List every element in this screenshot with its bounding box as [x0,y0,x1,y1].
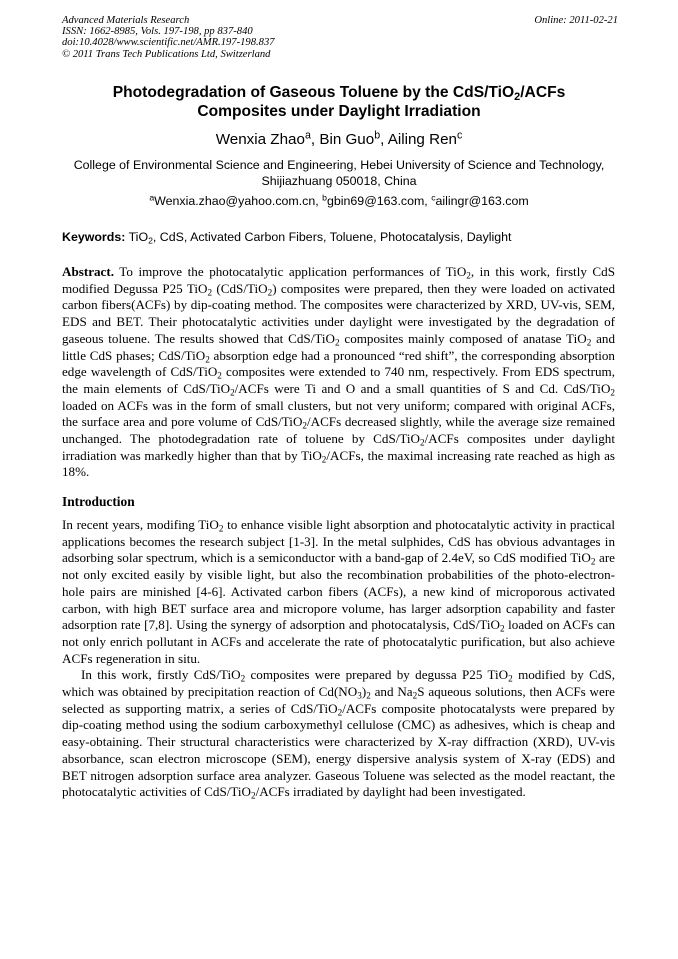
abstract-text: ) composites were prepared, then they were loaded on activated carbon fibers(ACFs) by dip-coating method. The composites were characterized by XRD, UV-vis, SEM, EDS and BET. Their photocatalytic activities under daylight were investigated by the degradation of gaseous toluene. The results showed that CdS/TiO [62,280,615,346]
subscript: 2 [466,270,471,281]
subscript: 2 [251,790,256,801]
abstract-text: /ACFs composites under daylight irradiation was markedly higher than that by TiO [62,431,615,463]
intro-text: S aqueous solutions, then ACFs were selected as supporting matrix, a series of CdS/TiO [62,684,615,716]
intro-text: /ACFs composite photocatalysts were prepared by dip-coating method using the sodium carboxymethyl cellulose (CMC) as adhesives, which is cheap and easy-obtaining. Their structural characteristics were characterized by X-ray diffraction (XRD), UV-vis absorbance, scan electron microscope (SEM), energy dispersive analysis system of X-ray (EDS) and BET nitrogen adsorption surface area analyzer. Gaseous Toluene was selected as the model reactant, the photocatalytic activities of CdS/TiO [62,700,615,800]
author-mark: b [374,129,381,142]
section-heading-introduction: Introduction [62,494,135,509]
paper-title [62,83,616,121]
intro-text: modified by CdS, which was obtained by precipitation reaction of Cd(NO [62,667,615,700]
intro-text: ) [361,684,367,700]
author-mark: a [304,129,311,142]
keyword-text: TiO [125,230,149,244]
author-separator: , [310,131,320,148]
abstract-text: To improve the photocatalytic application performances of TiO [114,264,467,279]
keyword-text: , CdS, Activated Carbon Fibers, Toluene, Photocatalysis, Daylight [152,230,512,244]
subscript: 2 [218,523,224,534]
doi-line: doi:10.4028/www.scientific.net/AMR.197-198.837 [62,37,275,49]
intro-text: In this work, firstly CdS/TiO [81,667,241,683]
copyright-line: © 2011 Trans Tech Publications Ltd, Switzerland [62,48,271,60]
intro-text: to enhance visible light absorption and photocatalytic activity in practical applications becomes the research subject [1-3]. In the metal sulphides, CdS has obvious advantages in adsorbing solar spectrum, which is a semiconductor with a band-gap of 2.4eV, so CdS modified TiO [62,517,615,566]
abstract-text: and little CdS phases; CdS/TiO [62,330,616,363]
intro-text: composites were prepared by degussa P25 TiO [245,667,509,683]
intro-text: In recent years, modifing TiO [62,517,219,532]
subscript: 2 [590,556,596,567]
intro-text: and Na [370,684,413,700]
abstract-text: /ACFs decreased slightly, while the average size remained unchanged. The photodegradation rate of toluene by CdS/TiO [62,414,615,447]
author-name: Ailing Ren [387,131,457,148]
subscript: 2 [230,387,235,398]
title-line-2: Composites under Daylight Irradiation [197,103,481,120]
keywords-label: Keywords: [62,230,126,244]
subscript: 2 [412,690,418,701]
subscript: 2 [610,387,615,398]
title-part: Photodegradation of Gaseous Toluene by the CdS/TiO [112,84,515,101]
email-link[interactable]: gbin69@163.com, [326,194,432,208]
subscript: 2 [334,337,340,348]
online-date: Online: 2011-02-21 [534,15,618,26]
title-part: /ACFs [520,84,566,101]
affiliation-line-2: Shijiazhuang 050018, China [261,174,417,188]
abstract-text: loaded on ACFs was in the form of small clusters, but not very uniform; compared with original ACFs, the surface area and pore volume of CdS/TiO [62,397,615,430]
subscript: 2 [508,673,513,684]
subscript: 2 [217,370,222,381]
subscript: 2 [586,337,592,348]
subscript: 2 [302,420,307,431]
affiliation-line-1: College of Environmental Science and Engineering, Hebei University of Science and Technology, [73,158,605,172]
abstract-text: /ACFs, the maximal increasing rate reached as high as 18%. [62,447,615,480]
author-separator: , [380,131,388,148]
abstract-text: absorption edge had a pronounced “red shift”, the corresponding absorption edge wavelength of CdS/TiO [62,347,615,380]
abstract-text: (CdS/TiO [212,280,268,296]
intro-text: loaded on ACFs can not only enrich pollutant in ACFs and accelerate the rate of photocatalytic purification, but also achieve ACFs regeneration in situ. [62,617,615,666]
subscript: 2 [267,287,273,298]
author-name: Wenxia Zhao [215,131,305,148]
email-mark: c [431,192,436,203]
subscript: 2 [420,437,425,448]
email-link[interactable]: ailingr@163.com [435,194,529,208]
author-name: Bin Guo [319,131,375,148]
email-mark: a [149,192,155,203]
subscript: 2 [499,623,505,634]
email-link[interactable]: Wenxia.zhao@yahoo.com.cn, [154,194,323,208]
author-mark: c [456,129,463,142]
abstract-text: composites mainly composed of anatase TiO [339,330,587,346]
intro-text: are not only excited easily by visible light, but also the recombination probabilities of the photo-electron-hole pairs are minished [4-6]. Activated carbon fibers (ACFs), a new kind of microporous activated carbon, with high BET surface area and micropore volume, has larger adsorption capability and faster adsorption rate [7,8]. Using the synergy of adsorption and photocatalysis, CdS/TiO [62,550,615,633]
subscript: 2 [337,707,343,718]
keywords [62,229,616,245]
author-emails [62,193,616,209]
abstract-text: composites were extended to 740 nm, respectively. From EDS spectrum, the main elements of CdS/TiO [62,364,615,396]
abstract-text: , in this work, firstly CdS modified Degussa P25 TiO [62,264,615,296]
subscript: 2 [207,287,213,298]
journal-header [62,15,618,60]
affiliation [62,157,616,189]
subscript: 2 [240,673,246,684]
abstract [62,264,615,481]
introduction-body [62,517,615,801]
intro-paragraph-1 [62,517,615,667]
abstract-text: /ACFs were Ti and O and a small quantities of S and Cd. CdS/TiO [234,380,611,396]
subscript: 2 [205,354,210,365]
subscript: 3 [357,690,362,701]
email-mark: b [322,192,327,203]
author-list [62,131,616,149]
subscript: 2 [321,454,327,465]
keyword-subscript: 2 [148,235,153,246]
title-subscript: 2 [514,91,521,104]
journal-name: Advanced Materials Research [62,15,190,26]
intro-paragraph-2 [62,667,615,801]
issn-line: ISSN: 1662-8985, Vols. 197-198, pp 837-840 [62,26,253,38]
abstract-label: Abstract. [62,264,114,279]
subscript: 2 [366,690,371,701]
intro-text: /ACFs irradiated by daylight had been investigated. [255,784,526,800]
